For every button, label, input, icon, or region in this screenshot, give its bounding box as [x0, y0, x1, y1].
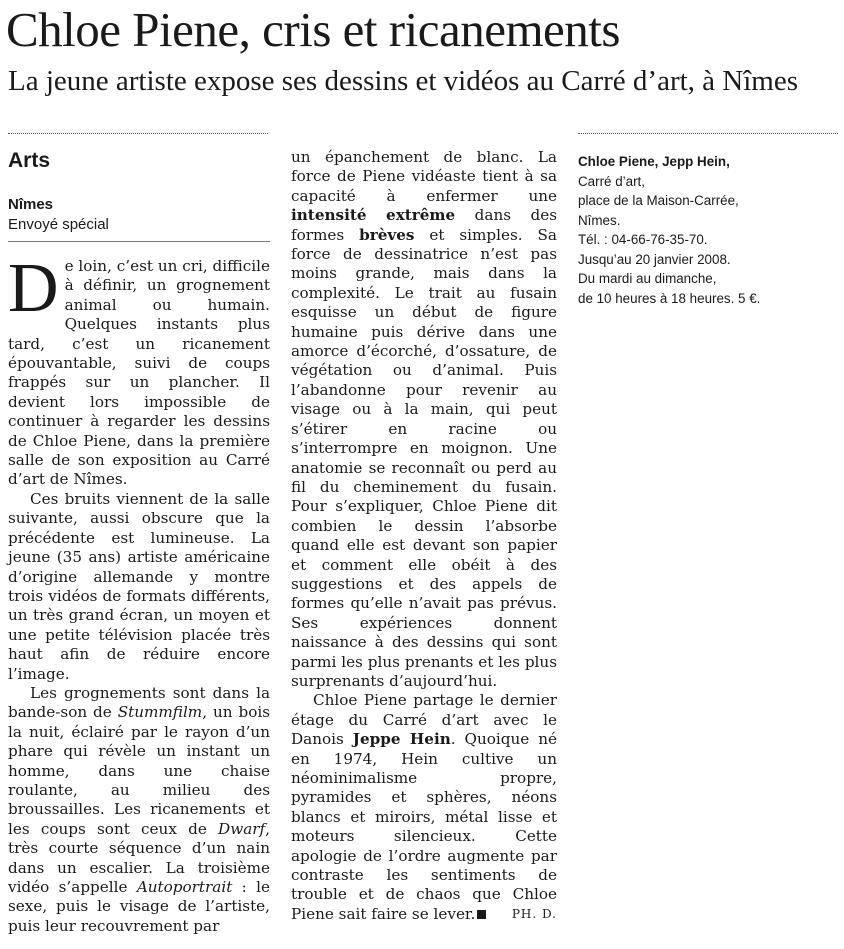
keyword-breves: brèves — [359, 225, 415, 244]
info-city: Nîmes. — [578, 212, 621, 228]
paragraph-3 — [8, 684, 270, 936]
info-box — [578, 152, 838, 308]
paragraph-4-text-a: un épanchement de blanc. La force de Piene vidéaste tient à sa capacité à enfermer une — [291, 148, 557, 205]
film-title-dwarf: Dwarf — [218, 819, 266, 838]
artist-name-jeppe-hein: Jeppe Hein — [352, 730, 451, 749]
info-dates: Jusqu’au 20 janvier 2008. — [578, 251, 731, 267]
paragraph-4 — [291, 148, 557, 691]
top-rule-left — [8, 133, 268, 134]
keyword-intensite: intensité — [291, 206, 367, 225]
info-title: Chloe Piene, Jepp Hein, — [578, 154, 730, 169]
article-column-1 — [8, 250, 270, 936]
film-title-stummfilm: Stummfilm — [117, 703, 203, 722]
info-venue: Carré d’art, — [578, 173, 645, 189]
paragraph-5-text-b: . Quoique né en 1974, Hein cultive un néominimalisme propre, pyramides et sphères, néons blancs et miroirs, métal lisse et moteurs silencieux. Cette apologie de l’ordre augmente par contraste les sentiments de trouble et de chaos que Chloe Piene sait faire se lever. — [291, 730, 557, 923]
paragraph-5 — [291, 691, 557, 924]
section-rubric: Arts — [8, 149, 51, 172]
subheadline: La jeune artiste expose ses dessins et vidéos au Carré d’art, à Nîmes — [8, 65, 798, 97]
film-title-autoportrait: Autoportrait — [136, 878, 233, 896]
keyword-extreme: extrême — [386, 206, 456, 225]
paragraph-3-text-b: , un bois la nuit, éclairé par le rayon d’un phare qui révèle un instant un homme, dans une chaise roulante, au milieu des broussailles. Les ricanements et les coups sont ceux de — [8, 703, 270, 838]
paragraph-4-text-c: dans des formes — [291, 206, 558, 244]
paragraph-1 — [8, 250, 270, 490]
dateline: Nîmes — [8, 196, 54, 213]
author-signature: PH. D. — [511, 906, 557, 921]
paragraph-3-text-c: , très courte séquence d’un nain dans un escalier. La troisième vidéo s’appelle — [8, 819, 270, 896]
paragraph-4-text-d: et simples. Sa force de dessinatrice n’est pas moins grande, mais dans la complexité. Le trait au fusain esquisse un début de figure humaine puis dérive dans une amorce d’écorché, d’ossature, de végétation ou d’animal. Puis l’abandonne pour revenir au visage ou à la main, qui peut s’étirer en racine ou s’interrompre en moignon. Une anatomie se reconnaît ou perd au fil du cheminement du fusain. Pour s’expliquer, Chloe Piene dit combien le dessin l’absorbe quand elle est devant son papier et comment elle obéit à des suggestions et des appels de formes qu’elle n’avait pas prévus. Ses expériences donnent naissance à des dessins qui sont parmi les plus prenants et les plus surprenants d’aujourd’hui. — [291, 225, 557, 690]
top-rule-right — [578, 133, 838, 134]
paragraph-1-text: e loin, c’est un cri, difficile à définir, un grognement animal ou humain. Quelques instants plus tard, c’est un ricanement épouvantable, suivi de coups frappés sur un plancher. Il devient lors impossible de continuer à regarder les dessins de Chloe Piene, dans la première salle de son exposition au Carré d’art de Nîmes. — [8, 257, 270, 489]
paragraph-5-text-a: Chloe Piene partage le dernier étage du Carré d’art avec le Danois — [291, 691, 557, 749]
end-of-article-square-icon — [477, 910, 486, 919]
drop-cap: D — [8, 250, 59, 327]
article-column-2 — [291, 148, 557, 924]
byline: Envoyé spécial — [8, 216, 109, 233]
paragraph-3-text-a: Les grognements sont dans la bande-son de — [8, 683, 270, 722]
info-address: place de la Maison-Carrée, — [578, 193, 739, 208]
paragraph-4-text-b — [367, 206, 387, 224]
byline-rule — [8, 241, 270, 242]
info-days: Du mardi au dimanche, — [578, 271, 717, 286]
info-hours-price: de 10 heures à 18 heures. 5 €. — [578, 290, 761, 306]
headline: Chloe Piene, cris et ricanements — [6, 2, 620, 57]
paragraph-2: Ces bruits viennent de la salle suivante, aussi obscure que la précédente est lumineuse. La jeune (35 ans) artiste américaine d’origine allemande y montre trois vidéos de formats différents, un très grand écran, un moyen et une petite télévision placée très haut afin de réduire encore l’image. — [8, 489, 270, 683]
paragraph-3-text-d: : le sexe, puis le visage de l’artiste, puis leur recouvrement par — [8, 878, 270, 935]
info-phone: Tél. : 04-66-76-35-70. — [578, 232, 708, 247]
